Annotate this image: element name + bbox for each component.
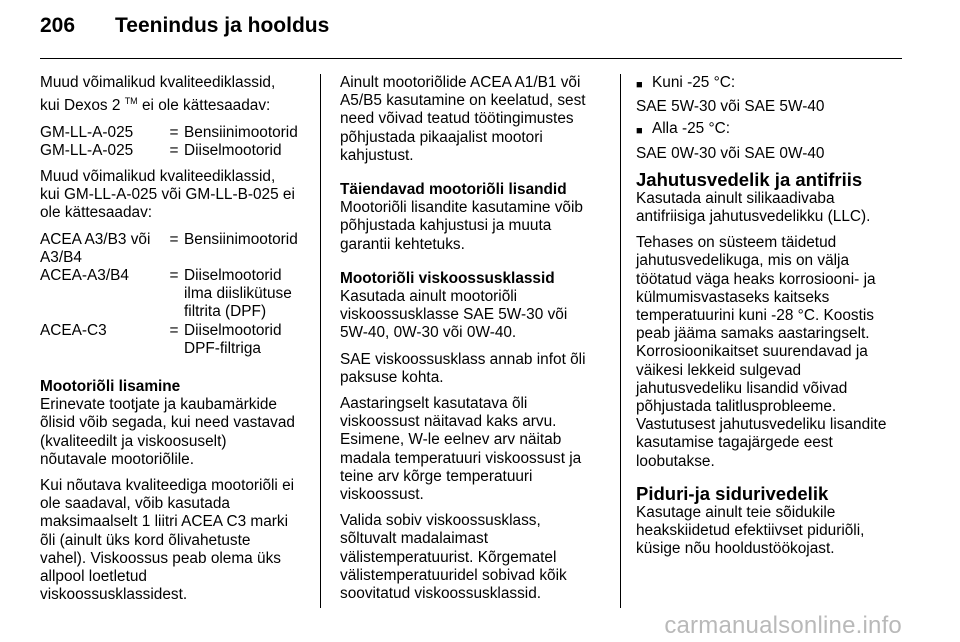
column-divider-2 [620, 74, 621, 608]
paragraph-sae: SAE viskoossusklass annab infot õli paksuse kohta. [340, 350, 586, 386]
column-3 [636, 74, 908, 566]
paragraph-select-class: Valida sobiv viskoossusklass, sõltuvalt madalaimast välistemperatuurist. Kõrgematel välistemperatuuridel sobivad kõik soovitatud viskoossusklassid. [340, 512, 567, 603]
trademark-mark: TM [124, 96, 138, 107]
list-item: ■ Kuni -25 °C: SAE 5W-30 või SAE 5W-40 [636, 74, 825, 116]
page-number: 206 [40, 14, 76, 37]
heading-viscosity: Mootoriõli viskoossusklassid [340, 269, 555, 287]
heading-coolant: Jahutusvedelik ja antifriis [636, 168, 863, 190]
table-row: GM-LL-A-025 = Bensiinimootorid [40, 123, 298, 141]
table-row: GM-LL-A-025 = Diiselmootorid [40, 141, 282, 159]
list-item: ■ Alla -25 °C: SAE 0W-30 või SAE 0W-40 [636, 120, 825, 162]
column-divider-1 [320, 74, 321, 608]
paragraph-viscosity: Kasutada ainult mootoriõli viskoossusklasse SAE 5W-30 või 5W-40, 0W-30 või 0W-40. [340, 288, 568, 342]
paragraph-forbidden-oils: Ainult mootoriõlide ACEA A1/B1 või A5/B5 kasutamine on keelatud, sest need võivad teatud töötingimustes põhjustada pikaajalist mootori kahjustust. [340, 74, 586, 164]
heading-oil-mixing: Mootoriõli lisamine [40, 377, 181, 395]
bullet-icon: ■ [636, 79, 643, 91]
column-2 [340, 74, 602, 611]
bullet-icon: ■ [636, 125, 643, 138]
page-header [40, 14, 329, 44]
watermark: carmanualsonline.info [664, 612, 902, 639]
table-row: ACEA-A3/B4 = Diiselmootorid ilma diislikütuse filtrita (DPF) [40, 266, 292, 321]
paragraph-substitute: Kui nõutava kvaliteediga mootoriõli ei ole saadaval, võib kasutada maksimaalselt 1 liitri ACEA C3 marki õli (ainult üks kord õlivahetuste vahel). Viskoossus peab olema üks allpool loetletud viskoossusklassidest. [40, 476, 295, 604]
table-row: ACEA-C3 = Diiselmootorid DPF-filtriga [40, 321, 282, 357]
paragraph-year-round: Aastaringselt kasutatava õli viskoossust näitavad kaks arvu. Esimene, W-le eelnev arv näitab madala temperatuuri viskoossust ja teine arv kõrge temperatuuri viskoossust. [340, 395, 582, 504]
header-rule [40, 58, 902, 59]
paragraph-additives: Mootoriõli lisandite kasutamine võib põhjustada kahjustusi ja muuta garantii kehtetuks. [340, 199, 583, 253]
paragraph-coolant-type: Kasutada ainult silikaadivaba antifriisiga jahutusvedelikku (LLC). [636, 189, 871, 226]
spec-table-gm [40, 124, 298, 160]
column-1 [40, 74, 308, 612]
heading-additives: Täiendavad mootoriõli lisandid [340, 181, 567, 199]
paragraph-mixing: Erinevate tootjate ja kaubamärkide õlisid võib segada, kui need vastavad (kvaliteedilt ja viskoosuselt) nõutavale mootoriõlile. [40, 396, 295, 468]
table-row: ACEA A3/B3 või A3/B4 = Bensiinimootorid [40, 230, 298, 266]
page-title: Teenindus ja hooldus [115, 14, 330, 37]
spec-table-acea [40, 231, 298, 358]
paragraph-other-classes: Muud võimalikud kvaliteediklassid, kui GM-LL-A-025 või GM-LL-B-025 ei ole kättesaadav: [40, 167, 295, 222]
heading-brake-fluid: Piduri-ja sidurivedelik [636, 482, 829, 504]
paragraph-brake-fluid: Kasutage ainult teie sõidukile heakskiidetud efektiivset piduriõli, küsige nõu hooldustöökojast. [636, 503, 865, 558]
paragraph-coolant-factory: Tehases on süsteem täidetud jahutusvedelikuga, mis on välja töötatud väga heaks korrosiooni- ja külmumisvastaseks kaitseks temperatuurini kuni -28 °C. Koostis peab jääma samaks aastaringselt. Korrosioonikaitset suurendavad ja väikesi lekkeid sulgevad jahutusvedeliku lisandid võivad põhjustada talitlusprobleeme. Vastutusest jahutusvedeliku lisandite kasutamise tagajärgede eest loobutakse. [636, 234, 887, 470]
paragraph-quality-classes: Muud võimalikud kvaliteediklassid, kui Dexos 2 ™ ei ole kättesaadav: [40, 74, 276, 115]
